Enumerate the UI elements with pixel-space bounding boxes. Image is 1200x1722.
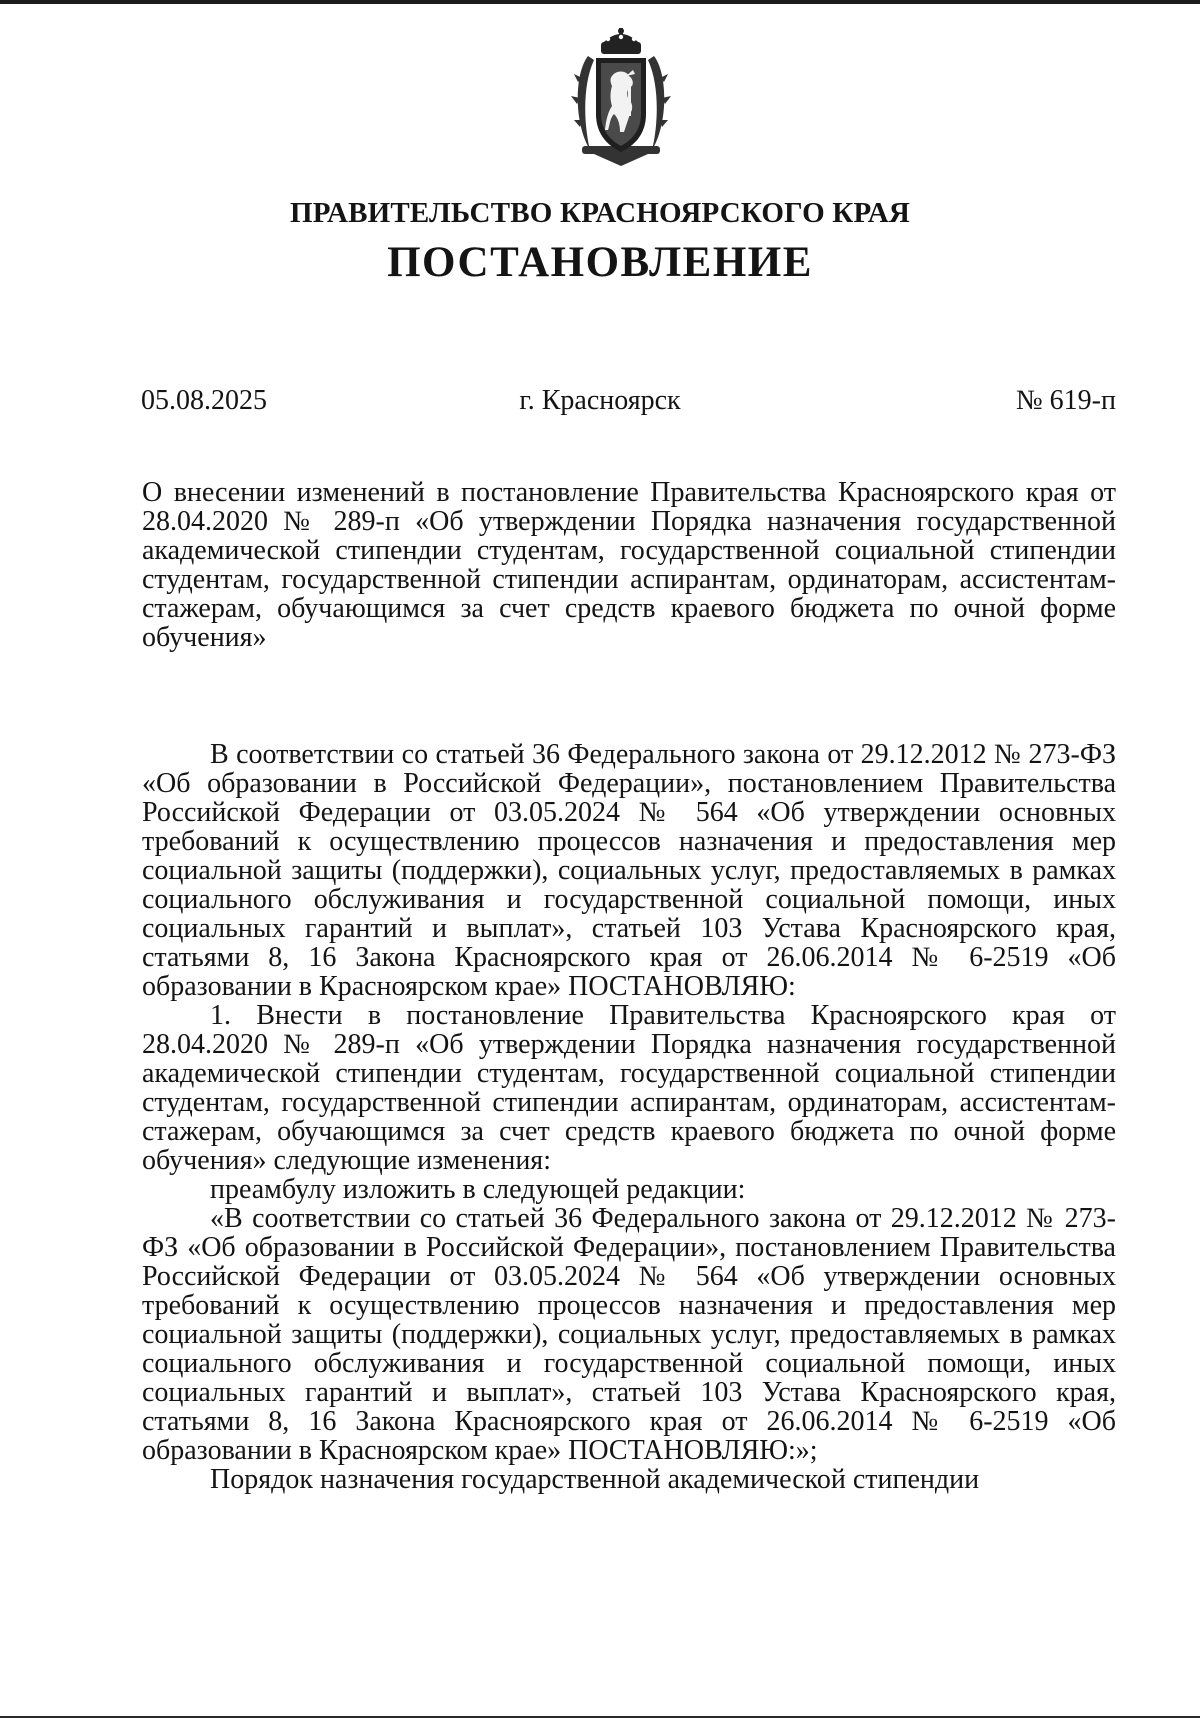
paragraph-preamble-intro: преамбулу изложить в следующей редакции: xyxy=(210,1174,746,1205)
paragraph-legal-basis: В соответствии со статьей 36 Федерального закона от 29.12.2012 № 273-ФЗ «Об образовании в Российской Федерации», постановлением Правительства Российской Федерации от 03.05.2024 № 564 «Об утверждении основных требований к осуществлению процессов назначения и предоставления мер социальной защиты (поддержки), социальных услуг, предоставляемых в рамках социального обслуживания и государственной социальной помощи, иных социальных гарантий и выплат», статьей 103 Устава Красноярского края, статьями 8, 16 Закона Красноярского края от 26.06.2014 № 6-2519 «Об образовании в Красноярском крае» ПОСТАНОВЛЯЮ: xyxy=(142,739,1116,1002)
scan-bottom-edge xyxy=(0,1716,1200,1718)
paragraph-procedure: Порядок назначения государственной академической стипендии xyxy=(210,1464,980,1495)
document-date: 05.08.2025 xyxy=(141,385,267,416)
document-body xyxy=(142,740,1116,1494)
document-subject: О внесении изменений в постановление Правительства Красноярского края от 28.04.2020 № 289-п «Об утверждении Порядка назначения государственной академической стипендии студентам, государственной социальной стипендии студентам, государственной стипендии аспирантам, ординаторам, ассистентам-стажерам, обучающимся за счет средств краевого бюджета по очной форме обучения» xyxy=(142,477,1116,653)
paragraph-preamble-text: «В соответствии со статьей 36 Федерального закона от 29.12.2012 № 273-ФЗ «Об образовании в Российской Федерации», постановлением Правительства Российской Федерации от 03.05.2024 № 564 «Об утверждении основных требований к осуществлению процессов назначения и предоставления мер социальной защиты (поддержки), социальных услуг, предоставляемых в рамках социального обслуживания и государственной социальной помощи, иных социальных гарантий и выплат», статьей 103 Устава Красноярского края, статьями 8, 16 Закона Красноярского края от 26.06.2014 № 6-2519 «Об образовании в Красноярском крае» ПОСТАНОВЛЯЮ:»; xyxy=(142,1203,1116,1466)
crown-icon xyxy=(601,28,641,54)
government-title: ПРАВИТЕЛЬСТВО КРАСНОЯРСКОГО КРАЯ xyxy=(289,197,911,229)
coat-of-arms-icon xyxy=(568,28,674,168)
document-type-title: ПОСТАНОВЛЕНИЕ xyxy=(387,239,813,286)
scan-top-edge xyxy=(0,0,1200,4)
document-number: № 619-п xyxy=(1015,385,1116,416)
document-city: г. Красноярск xyxy=(519,385,681,416)
paragraph-item-1: 1. Внести в постановление Правительства Красноярского края от 28.04.2020 № 289-п «Об утверждении Порядка назначения государственной академической стипендии студентам, государственной социальной стипендии студентам, государственной стипендии аспирантам, ординаторам, ассистентам-стажерам, обучающимся за счет средств краевого бюджета по очной форме обучения» следующие изменения: xyxy=(142,1000,1116,1176)
